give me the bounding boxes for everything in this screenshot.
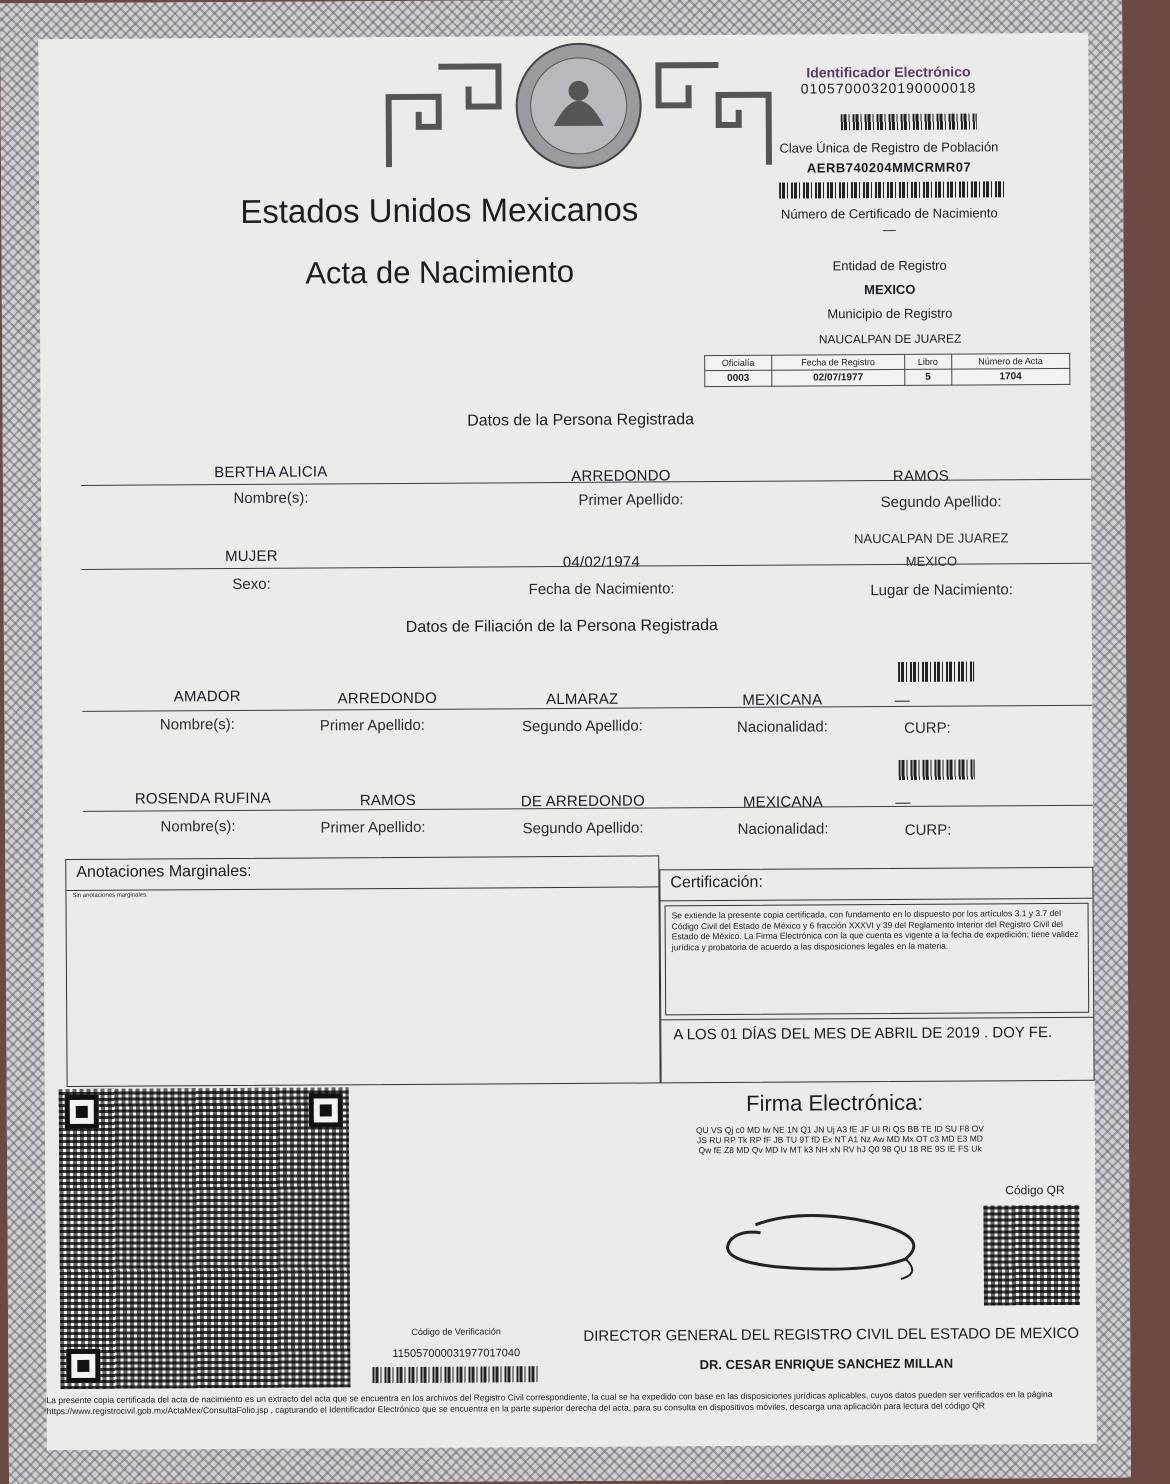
annotations-box (65, 855, 660, 1087)
registry-value-cell: 0003 (705, 370, 772, 386)
birth-cert-value: — (882, 221, 896, 238)
entity-label: Entidad de Registro (832, 257, 947, 274)
registry-table (704, 353, 1070, 387)
parent1-curp-barcode (898, 661, 974, 681)
registry-header-cell: Libro (904, 354, 951, 369)
electronic-id-block (738, 63, 1038, 97)
certification-text: Se extiende la presente copia certificada, con fundamento en lo dispuesto por los artículos 3.1 y 3.7 del Código Civil del Estado de México y 6 fracción XXXVI y 39 del Reglamento Interior del Registro Civil del Estado de México. La Firma Electrónica con la que cuenta es vigente a la fecha de expedición; tiene validez jurídica y probatoria de acuerdo a las disposiciones legales en la materia. (665, 903, 1090, 1016)
parent1-nationality-label: Nacionalidad: (736, 718, 828, 736)
registry-header-cell: Número de Acta (951, 353, 1070, 369)
signature-code-line: QU VS Qj c0 MD lw NE 1N Q1 JN Uj A3 fE JF UI Ri QS BB TE ID SU F8 OV (695, 1123, 984, 1136)
certification-box (659, 867, 1094, 1084)
dob-label: Fecha de Nacimiento: (528, 580, 675, 599)
parent1-nationality: MEXICANA (742, 691, 823, 709)
birthplace-line1: NAUCALPAN DE JUAREZ (854, 530, 1009, 547)
curp-label: Clave Única de Registro de Población (779, 139, 999, 156)
entity-value: MEXICO (864, 281, 916, 298)
certificate-body (38, 33, 1097, 1450)
registry-value-cell: 02/07/1977 (772, 369, 905, 386)
verification-code: 115057000031977017040 (392, 1347, 521, 1361)
signature-title: Firma Electrónica: (746, 1089, 924, 1116)
birthplace-line2: MEXICO (905, 553, 958, 569)
municipality-value: NAUCALPAN DE JUAREZ (818, 331, 962, 347)
national-seal-icon (378, 35, 779, 177)
footer-disclaimer: La presente copia certificada del acta de nacimiento es un extracto del acta que se encuentra en los archivos del Registro Civil correspondiente, la cual se ha expedido con base en las disposiciones jurídicas aplicables, cuyos datos pueden ser verificados en la página https://www.registrocivil.gob.mx/ActaMex/ConsultaFolio.jsp , capturando el Identificador Electrónico que se encuentra en la parte superior derecha del acta, para su consulta en dispositivos móviles, descarga una aplicación para lectura del código QR (46, 1389, 1053, 1416)
certification-date: A LOS 01 DÍAS DEL MES DE ABRIL DE 2019 . DOY FE. (661, 1017, 1093, 1051)
parent2-name: ROSENDA RUFINA (134, 789, 272, 808)
small-qr-code (983, 1205, 1080, 1306)
municipality-label: Municipio de Registro (827, 305, 953, 322)
sex-label: Sexo: (232, 575, 271, 594)
surname2-label: Segundo Apellido: (880, 493, 1002, 512)
parent1-curp-label: CURP: (904, 719, 951, 737)
parent2-surname1-label: Primer Apellido: (320, 818, 426, 837)
person-dob: 04/02/1974 (562, 553, 641, 571)
parent2-curp-barcode (899, 759, 975, 779)
parent1-surname1: ARREDONDO (337, 689, 437, 708)
qr-finder-icon (66, 1349, 100, 1383)
verification-barcode (372, 1366, 538, 1383)
parent1-curp: — (894, 691, 910, 709)
curp-value: AERB740204MMCRMR07 (806, 159, 972, 176)
parent2-surname2: DE ARREDONDO (520, 792, 645, 811)
registry-value-cell: 5 (905, 369, 952, 385)
registry-table-row (705, 368, 1070, 386)
parent1-surname2-label: Segundo Apellido: (521, 717, 643, 736)
person-sex: MUJER (224, 547, 278, 566)
document-title: Acta de Nacimiento (305, 253, 575, 291)
surname1-label: Primer Apellido: (578, 491, 684, 509)
parent2-name-label: Nombre(s): (160, 818, 236, 836)
parent1-surname1-label: Primer Apellido: (319, 716, 425, 735)
person-surname2: RAMOS (892, 467, 949, 485)
qr-label: Código QR (1005, 1182, 1065, 1198)
parent1-name: AMADOR (173, 687, 241, 706)
birthplace-label: Lugar de Nacimiento: (870, 581, 1013, 600)
registry-header-cell: Fecha de Registro (772, 354, 905, 370)
annotations-text: Sin anotaciones marginales. (72, 892, 148, 900)
parent1-surname2: ALMARAZ (546, 690, 619, 709)
parent2-nationality: MEXICANA (742, 793, 823, 811)
electronic-id-value: 01057000320190000018 (800, 79, 977, 97)
electronic-id-barcode (841, 113, 977, 130)
registry-header-cell: Oficialía (705, 355, 772, 370)
signature-code-line: JS RU RP Tk RP fF JB TU 9T fD Ex NT A1 Nz Aw MD Mx OT c3 MD E3 MD (696, 1133, 983, 1146)
parent2-nationality-label: Nacionalidad: (737, 820, 829, 838)
parent2-curp: — (895, 793, 911, 811)
official-name: DR. CESAR ENRIQUE SANCHEZ MILLAN (699, 1355, 954, 1373)
large-qr-code (59, 1087, 351, 1389)
filiation-section-title: Datos de Filiación de la Persona Registrada (405, 617, 718, 636)
signature-code-line: Qw fE Z8 MD Qv MD Iv MT k3 NH xN RV hJ Q0 98 QU 18 RE 9S IE FS Uk (698, 1143, 982, 1156)
birth-cert-label: Número de Certificado de Nacimiento (780, 205, 998, 222)
person-surname1: ARREDONDO (571, 467, 671, 485)
registry-value-cell: 1704 (951, 368, 1070, 385)
parent1-name-label: Nombre(s): (159, 716, 235, 734)
parent2-surname2-label: Segundo Apellido: (522, 819, 644, 838)
official-title: DIRECTOR GENERAL DEL REGISTRO CIVIL DEL ESTADO DE MEXICO (583, 1324, 1080, 1345)
verification-label: Código de Verificación (411, 1326, 501, 1337)
curp-barcode (779, 181, 1005, 198)
certification-title: Certificación: (660, 868, 1092, 902)
person-name: BERTHA ALICIA (214, 463, 328, 482)
annotations-title: Anotaciones Marginales: (66, 856, 658, 891)
electronic-id-label: Identificador Electrónico (806, 63, 971, 81)
qr-finder-icon (65, 1095, 99, 1129)
person-section-title: Datos de la Persona Registrada (467, 411, 695, 430)
handwritten-signature-icon (705, 1204, 945, 1285)
name-label: Nombre(s): (233, 489, 309, 508)
signature-code (585, 1123, 1095, 1157)
parent2-curp-label: CURP: (904, 821, 952, 839)
country-title: Estados Unidos Mexicanos (240, 190, 639, 230)
parent2-surname1: RAMOS (359, 791, 416, 810)
qr-finder-icon (309, 1093, 343, 1127)
